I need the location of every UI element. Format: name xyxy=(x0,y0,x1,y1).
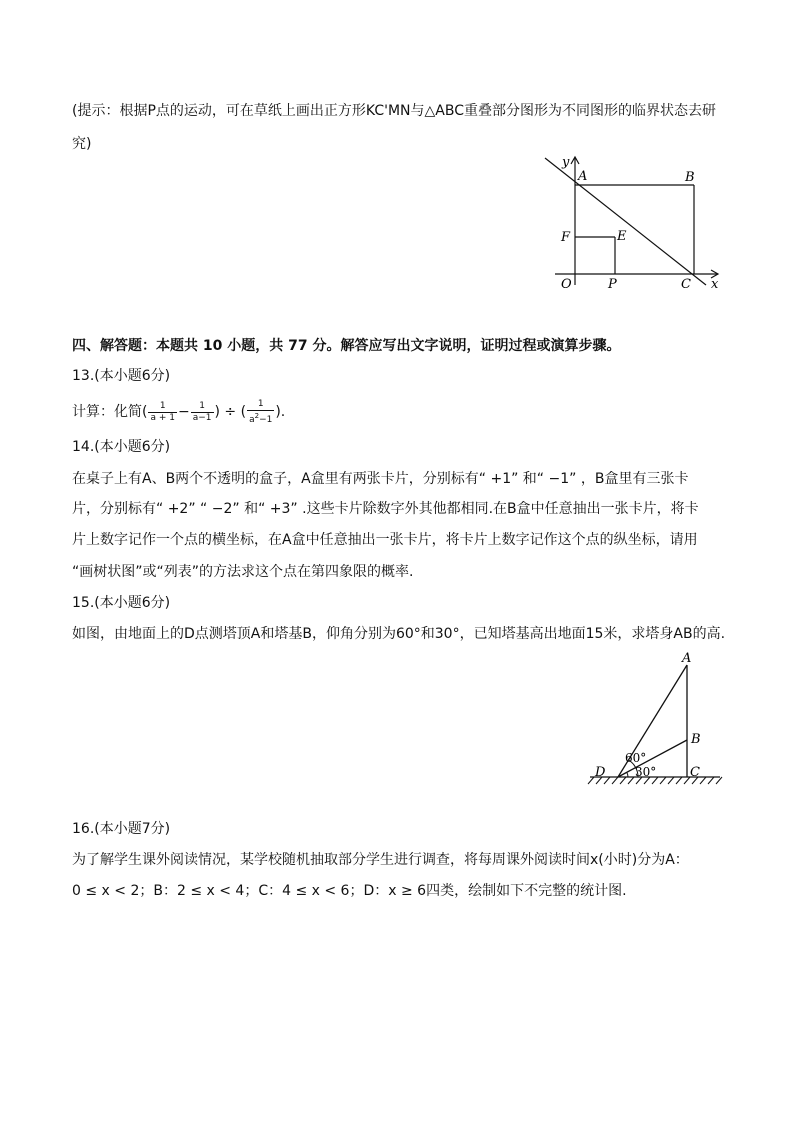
fraction-3-denominator xyxy=(247,411,274,426)
section-heading: 四、解答题：本题共 10 小题，共 77 分。解答应写出文字说明，证明过程或演算步骤。 xyxy=(72,338,621,354)
figure-square-triangle xyxy=(530,150,730,300)
label-A: A xyxy=(578,169,588,184)
figure-tower xyxy=(580,645,730,790)
q13-minus: − xyxy=(177,404,190,420)
q16-line-1: 为了解学生课外阅读情况，某学校随机抽取部分学生进行调查，将每周课外阅读时间x(小时)分为A： xyxy=(72,852,689,868)
hint-line-1: (提示：根据P点的运动，可在草纸上画出正方形KC'MN与△ABC重叠部分图形为不同图形的临界状态去研 xyxy=(72,103,716,119)
angle-arc-30 xyxy=(627,772,628,777)
fraction-1-denominator: a + 1 xyxy=(150,412,175,423)
q13-header: 13.(本小题6分) xyxy=(72,368,171,384)
q13-prefix: 计算：化简( xyxy=(72,404,148,420)
q13-mid: ) ÷ ( xyxy=(214,404,247,420)
hint-line-2: 究) xyxy=(72,136,92,152)
label-y: y xyxy=(562,155,570,170)
fraction-2 xyxy=(191,401,214,424)
q16-line-2: 0 ≤ x < 2；B：2 ≤ x < 4；C：4 ≤ x < 6；D：x ≥ 6四类，绘制如下不完整的统计图. xyxy=(72,883,627,899)
fraction-2-numerator: 1 xyxy=(191,401,214,413)
q14-line-4: “画树状图”或“列表”的方法求这个点在第四象限的概率. xyxy=(72,564,414,580)
label-C: C xyxy=(681,277,691,292)
q14-line-2: 片，分别标有“ +2” “ −2” 和“ +3” .这些卡片除数字外其他都相同.在B盒中任意抽出一张卡片，将卡 xyxy=(72,501,699,517)
line-AC xyxy=(545,158,706,285)
fraction-1 xyxy=(148,401,177,424)
q14-line-1: 在桌子上有A、B两个不透明的盒子，A盒里有两张卡片，分别标有“ +1” 和“ −1” ，B盒里有三张卡 xyxy=(72,471,689,487)
fraction-3-den-base: a xyxy=(249,414,255,425)
fraction-3-den-tail: −1 xyxy=(259,414,273,425)
label-B: B xyxy=(685,170,695,185)
q14-line-3: 片上数字记作一个点的横坐标，在A盒中任意抽出一张卡片，将卡片上数字记作这个点的纵坐标，请用 xyxy=(72,532,698,548)
angle-label-30: 30° xyxy=(635,765,657,779)
label-D: D xyxy=(595,765,606,780)
q14-header: 14.(本小题6分) xyxy=(72,439,171,455)
fraction-1-numerator: 1 xyxy=(148,401,177,413)
label-A: A xyxy=(682,651,692,666)
label-B: B xyxy=(691,732,701,747)
fraction-3-numerator: 1 xyxy=(247,399,274,411)
q15-line-1: 如图，由地面上的D点测塔顶A和塔基B，仰角分别为60°和30°，已知塔基高出地面15米，求塔身AB的高. xyxy=(72,626,726,642)
label-E: E xyxy=(617,229,627,244)
angle-label-60: 60° xyxy=(625,751,647,765)
label-O: O xyxy=(561,277,572,292)
q16-header: 16.(本小题7分) xyxy=(72,821,171,837)
q13-expression xyxy=(72,398,285,426)
label-P: P xyxy=(608,277,617,292)
label-F: F xyxy=(561,230,571,245)
label-C: C xyxy=(690,765,700,780)
label-x: x xyxy=(711,277,719,292)
q13-suffix: ). xyxy=(275,404,286,420)
q15-header: 15.(本小题6分) xyxy=(72,595,171,611)
fraction-2-denominator: a−1 xyxy=(192,412,212,423)
fraction-3-den-exponent: 2 xyxy=(254,411,260,420)
fraction-3 xyxy=(247,399,274,426)
